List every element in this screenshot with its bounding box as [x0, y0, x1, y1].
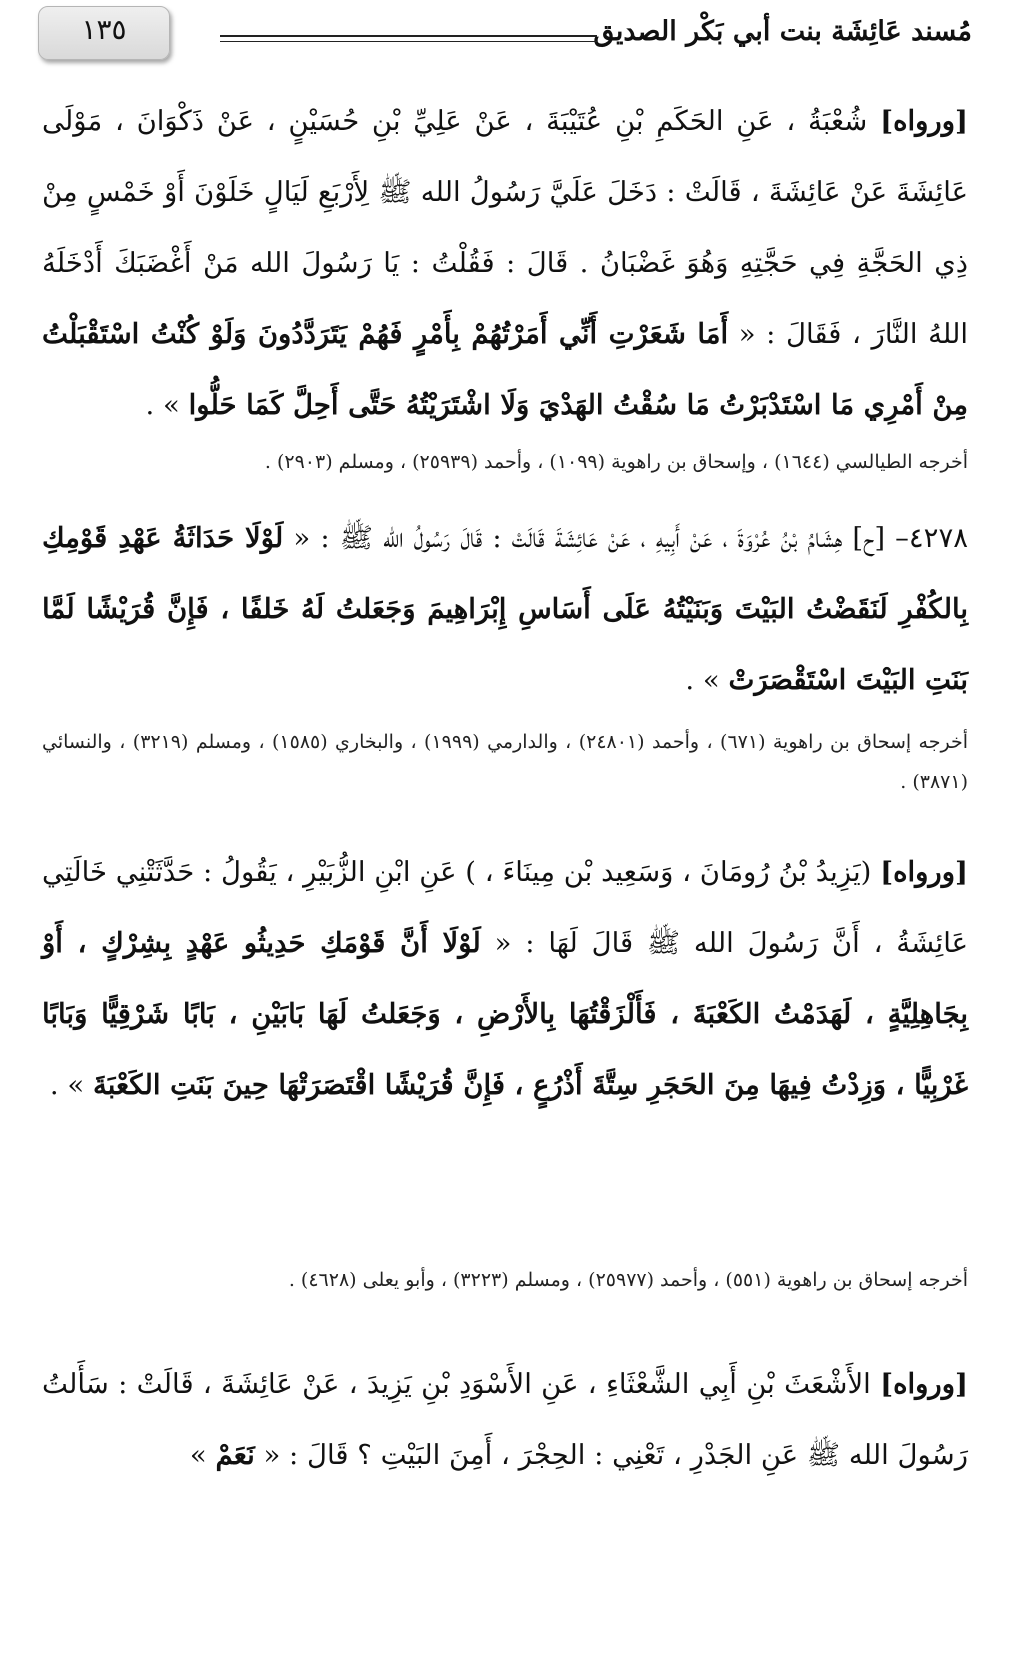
takhrij-3	[42, 1260, 968, 1300]
prophetic-quote: لَوْلَا أَنَّ قَوْمَكِ حَدِيثُو عَهْدٍ بِشِرْكٍ ، أَوْ بِجَاهِلِيَّةٍ ، لَهَدَمْتُ الكَعْبَةَ ، فَأَلْزَقْتُهَا بِالأَرْضِ ، وَجَعَلتُ لَهَا بَابَيْنِ ، بَابًا شَرْقِيًّا وَبَابًا غَرْبِيًّا ، وَزِدْتُ فِيهَا مِنَ الحَجَرِ سِتَّةَ أَذْرُعٍ ، فَإِنَّ قُرَيْشًا اقْتَصَرَتْهَا حِينَ بَنَتِ الكَعْبَةَ	[42, 927, 968, 1101]
hadith-section-3	[42, 837, 968, 1121]
quote-close: » .	[49, 1069, 93, 1101]
narration-label: [ورواه]	[880, 856, 968, 888]
quote-close: » .	[145, 389, 189, 421]
prophetic-quote: نَعَمْ	[215, 1439, 255, 1471]
hadith-paragraph	[42, 1349, 968, 1491]
narration-label: – [ح]	[852, 522, 909, 554]
hadith-paragraph	[42, 503, 968, 716]
hadith-section-2	[42, 503, 968, 716]
quote-close: » .	[685, 664, 729, 696]
page-header	[38, 4, 972, 64]
prophetic-quote: أَمَا شَعَرْتِ أَنِّي أَمَرْتُهُمْ بِأَمْرٍ فَهُمْ يَتَرَدَّدُونَ وَلَوْ كُنْتُ اسْتَقْبَلْتُ مِنْ أَمْرِي مَا اسْتَدْبَرْتُ مَا سُقْتُ الهَدْيَ وَلَا اشْتَرَيْتُهُ حَتَّى أَحِلَّ كَمَا حَلُّوا	[42, 318, 968, 421]
narration-text: الأَشْعَثَ بْنِ أَبِي الشَّعْثَاءِ ، عَنِ الأَسْوَدِ بْنِ يَزِيدَ ، عَنْ عَائِشَةَ ، قَالَتْ : سَأَلتُ رَسُولَ الله ﷺ عَنِ الجَدْرِ ، تَعْنِي : الحِجْرَ ، أَمِنَ البَيْتِ ؟ قَالَ : «	[42, 1368, 968, 1471]
hadith-section-1	[42, 86, 968, 441]
narration-text: شُعْبَةُ ، عَنِ الحَكَمِ بْنِ عُتَيْبَةَ ، عَنْ عَلِيِّ بْنِ حُسَيْنٍ ، عَنْ ذَكْوَانَ ، مَوْلَى عَائِشَةَ عَنْ عَائِشَةَ ، قَالَتْ : دَخَلَ عَلَيَّ رَسُولُ الله ﷺ لِأَرْبَعِ لَيَالٍ خَلَوْنَ أَوْ خَمْسٍ مِنْ ذِي الحَجَّةِ فِي حَجَّتِهِ وَهُوَ غَضْبَانُ . قَالَ : فَقُلْتُ : يَا رَسُولَ الله مَنْ أَغْضَبَكَ أَدْخَلَهُ اللهُ النَّارَ ، فَقَالَ : «	[42, 105, 968, 350]
takhrij-note: أخرجه الطيالسي (١٦٤٤) ، وإسحاق بن راهوية (١٠٩٩) ، وأحمد (٢٥٩٣٩) ، ومسلم (٢٩٠٣) .	[264, 451, 968, 473]
takhrij-note: أخرجه إسحاق بن راهوية (٥٥١) ، وأحمد (٢٥٩٧٧) ، ومسلم (٣٢٢٣) ، وأبو يعلى (٤٦٢٨) .	[288, 1269, 968, 1291]
hadith-number: ٤٢٧٨	[908, 522, 968, 554]
hadith-paragraph	[42, 837, 968, 1121]
running-title: مُسند عَائِشَة بنت أبي بَكْر الصديق	[593, 16, 972, 47]
hadith-paragraph	[42, 86, 968, 441]
takhrij-2	[42, 722, 968, 802]
narration-label: [ورواه]	[880, 105, 968, 137]
takhrij-note: أخرجه إسحاق بن راهوية (٦٧١) ، وأحمد (٢٤٨٠١) ، والدارمي (١٩٩٩) ، والبخاري (١٥٨٥) ، ومسلم (٣٢١٩) ، والنسائي (٣٨٧١) .	[42, 731, 968, 793]
page-number: ١٣٥	[38, 6, 170, 60]
narration-text: هِشَامُ بْنُ عُرْوَةَ ، عَنْ أَبِيهِ ، عَنْ عَائِشَةَ قَالَتْ : قَالَ رَسُولُ الله ﷺ : «	[283, 522, 853, 554]
header-rule	[220, 35, 597, 42]
quote-close: »	[189, 1439, 216, 1471]
prophetic-quote: لَوْلَا حَدَاثَةُ عَهْدِ قَوْمِكِ بِالكُفْرِ لَنَقَضْتُ البَيْتَ وَبَنَيْتُهُ عَلَى أَسَاسِ إِبْرَاهِيمَ وَجَعَلتُ لَهُ خَلفًا ، فَإِنَّ قُرَيْشًا لَمَّا بَنَتِ البَيْتَ اسْتَقْصَرَتْ	[42, 522, 968, 696]
takhrij-1	[42, 442, 968, 482]
hadith-section-4	[42, 1349, 968, 1491]
narration-text: (يَزِيدُ بْنُ رُومَانَ ، وَسَعِيد بْن مِينَاءَ ، ) عَنِ ابْنِ الزُّبَيْرِ ، يَقُولُ : حَدَّثَتْنِي خَالَتِي عَائِشَةُ ، أَنَّ رَسُولَ الله ﷺ قَالَ لَهَا : «	[41, 856, 968, 959]
narration-label: [ورواه]	[880, 1368, 968, 1400]
